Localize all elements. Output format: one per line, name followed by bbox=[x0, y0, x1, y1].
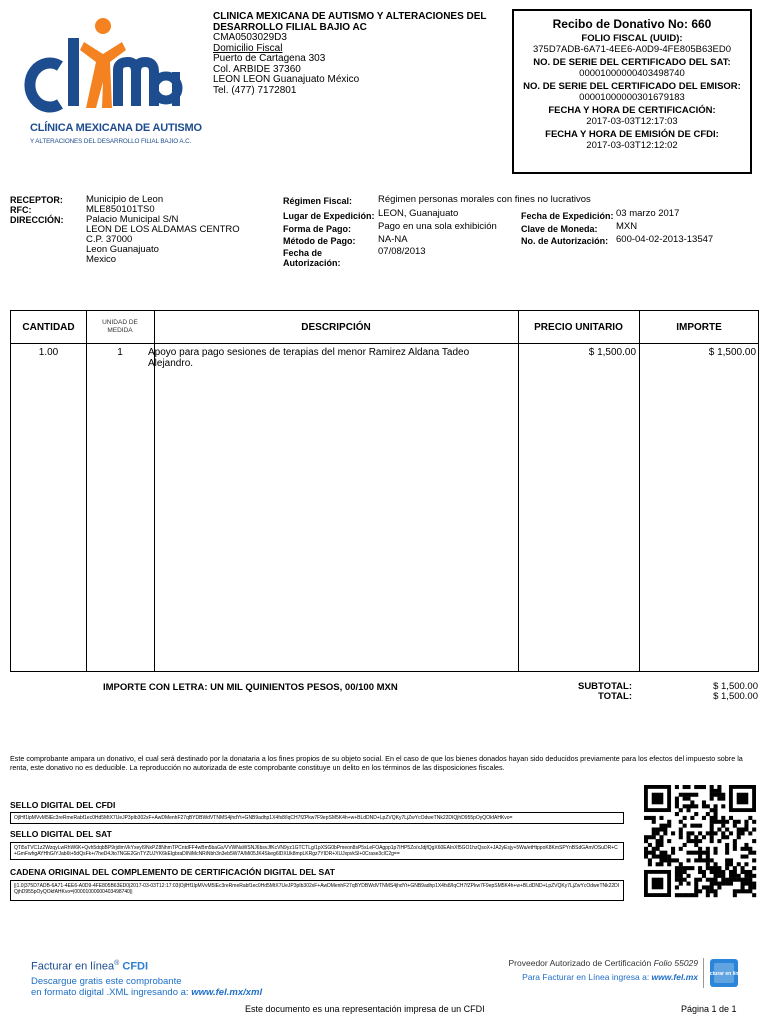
sello-sat-title: SELLO DIGITAL DEL SAT bbox=[10, 829, 112, 839]
fel-logo-text: Facturar en línea bbox=[703, 971, 745, 977]
moneda-label: Clave de Moneda: bbox=[521, 224, 598, 234]
receptor-dir5: Mexico bbox=[86, 254, 117, 265]
facturar-line bbox=[31, 960, 262, 973]
receptor-name: Municipio de Leon bbox=[86, 194, 164, 205]
col-cantidad bbox=[11, 311, 87, 671]
receptor-labels bbox=[10, 195, 64, 225]
folio-value: 375D7ADB-6A71-4EE6-A0D9-4FE805B63ED0 bbox=[532, 44, 732, 55]
qr-code bbox=[644, 785, 756, 899]
col-unidad bbox=[86, 311, 155, 671]
logo-subtitle: Y ALTERACIONES DEL DESARROLLO FILIAL BAJIO A.C. bbox=[30, 138, 192, 145]
issuer-domicilio-label: Domicilio Fiscal bbox=[213, 42, 283, 54]
fel-link[interactable]: www.fel.mx bbox=[651, 972, 698, 982]
logo-name: CLÍNICA MEXICANA DE AUTISMO bbox=[30, 122, 202, 134]
row-cantidad: 1.00 bbox=[38, 347, 59, 358]
para-line bbox=[460, 972, 698, 982]
issuer-phone: Tel. (477) 7172801 bbox=[213, 84, 297, 96]
sello-sat-value: QTi5sTVC1z2WzqyLwRhW6K+Qvh5dqbBP9rjdlmVkYxeyI9NxPZ8NhmTPCntdFF4wBm5baGs/VVWNaWSNJ6bsvJfKcVN9yz1GTCTLg/1pXSG0bPmeon8sP5sLeFOAgpp1p7IHP5Zo/xJdjfQgX60EAInXf5GO1hzQsoX+JA2yEsjy+5Wa/etHtppoK8KmSPYnBSdGAm/OSuDR+C+GmFwhgAYHhG/YJab6t+5dQsFk+/7heD4Jto7NGE2GnTYZUJYK6kEIgbraDINiMcNRiNbh3n3eb5W7A/Mi05JK4Skeg6lDXUk8mpLKRgz7YIDR+XUJxpvkSl+0Crase3clC2g== bbox=[10, 842, 624, 860]
proveedor-text: Proveedor Autorizado de Certificación bbox=[508, 958, 654, 968]
page-number: Página 1 de 1 bbox=[681, 1004, 737, 1014]
no-aut-label: No. de Autorización: bbox=[521, 236, 609, 246]
facturar-text: Facturar en línea bbox=[31, 960, 115, 973]
metodo-value: NA-NA bbox=[378, 234, 408, 245]
direccion-label: DIRECCIÓN: bbox=[10, 215, 64, 225]
footer-left bbox=[31, 960, 262, 998]
folio-prov: Folio 55029 bbox=[653, 958, 698, 968]
sello-cfdi-value: OjlHf1lpMVvM5lEc3reRmeRabf1ec0Hd5MtX7UeJP3pIb302xF+AwDMenhF27qBYDBWdVTNMS4jhdYt+GNB9adhp1X4fs8/IqCH7fZPkw7F9epSM5K4h+w+BLdDND+LpZVQKy7LjZwYcOdweTNk22DIQjhD955pOyQOkfAHKvo= bbox=[10, 812, 624, 824]
clima-logo bbox=[30, 16, 180, 156]
cadena-value: ||1.0|375D7ADB-6A71-4EE6-A0D9-4FE805B63ED0|2017-03-03T12:17:03|OjlHf1lpMVvM5lEc3reRmeRabf1ec0Hd5MtX7UeJP3pIb302xF+AwDMenhF27qBYDBWdVTNMS4jhdYt+GNB9adhp1X4fs8/IqCH7fZPkw7F9epSM5K4h+w+BLdDND+LpZVQKy7LjZwYcOdweTNk22DIQjhD955pOyQOkfAHKvo=|00001000000403498740|| bbox=[10, 880, 624, 901]
issuer-name: CLINICA MEXICANA DE AUTISMO Y ALTERACIONES DEL DESARROLLO FILIAL BAJIO AC bbox=[213, 11, 487, 33]
footer-right bbox=[460, 958, 698, 982]
fel-logo bbox=[703, 957, 745, 989]
proveedor-line bbox=[460, 958, 698, 968]
xml-link[interactable]: www.fel.mx/xml bbox=[191, 986, 263, 998]
header-cantidad: CANTIDAD bbox=[22, 321, 75, 333]
header-divider bbox=[11, 343, 758, 344]
sello-cfdi-title: SELLO DIGITAL DEL CFDI bbox=[10, 800, 116, 810]
fecha-aut-value: 07/08/2013 bbox=[378, 246, 426, 257]
descarga-line-2 bbox=[31, 987, 262, 998]
sat-cert-value: 00001000000403498740 bbox=[579, 68, 685, 79]
issuer-city: LEON LEON Guanajuato México bbox=[213, 74, 360, 85]
issuer-street: Puerto de Cartagena 303 bbox=[213, 53, 326, 64]
descarga-text-2: en formato digital .XML ingresando a: bbox=[31, 986, 192, 998]
issuer-rfc: CMA0503029D3 bbox=[213, 32, 287, 43]
lugar-label: Lugar de Expedición: bbox=[283, 211, 375, 221]
fecha-exp-label: Fecha de Expedición: bbox=[521, 211, 614, 221]
row-unidad: 1 bbox=[117, 347, 123, 358]
subtotal-label: SUBTOTAL: bbox=[577, 681, 632, 692]
emisor-cert-label: NO. DE SERIE DEL CERTIFICADO DEL EMISOR: bbox=[523, 81, 741, 92]
receptor-dir3: C.P. 37000 bbox=[86, 234, 133, 245]
header-importe: IMPORTE bbox=[676, 321, 722, 333]
receptor-dir4: Leon Guanajuato bbox=[86, 244, 159, 255]
qr-code-graphic bbox=[644, 785, 756, 899]
legal-text: Este comprobante ampara un donativo, el cual será destinado por la donataria a los fines propios de su objeto social. En el caso de que los bienes donados hayan sido deducidos previamente para los efectos del impuesto sobre la renta, este donativo no es deducible. La reproducción no autorizada de este comprobante constituye un delito en los términos de las disposiciones fiscales. bbox=[10, 754, 743, 772]
issuer-block bbox=[213, 12, 503, 96]
para-text: Para Facturar en Línea ingresa a: bbox=[522, 972, 652, 982]
descarga-line-1: Descargue gratis este comprobante bbox=[31, 975, 182, 987]
importe-letra-label: IMPORTE CON LETRA: bbox=[103, 682, 208, 693]
representacion-text: Este documento es una representación impresa de un CFDI bbox=[245, 1004, 485, 1014]
rfc-label: RFC: bbox=[10, 205, 32, 215]
issuer-colonia: Col. ARBIDE 37360 bbox=[213, 63, 301, 75]
metodo-label: Método de Pago: bbox=[283, 236, 356, 246]
cfdi-text: CFDI bbox=[122, 960, 149, 973]
moneda-value: MXN bbox=[616, 221, 638, 232]
row-descripcion: Apoyo para pago sesiones de terapias del menor Ramirez Aldana Tadeo Alejandro. bbox=[148, 347, 470, 369]
emit-date-value: 2017-03-03T12:12:02 bbox=[586, 140, 678, 151]
items-table bbox=[10, 310, 759, 672]
lugar-value: LEON, Guanajuato bbox=[378, 208, 459, 219]
col-precio bbox=[518, 311, 640, 671]
sat-cert-label: NO. DE SERIE DEL CERTIFICADO DEL SAT: bbox=[533, 57, 731, 68]
no-aut-value: 600-04-02-2013-13547 bbox=[616, 234, 714, 245]
row-precio: $ 1,500.00 bbox=[588, 347, 636, 358]
header-precio: PRECIO UNITARIO bbox=[534, 321, 623, 333]
totals-labels bbox=[560, 682, 632, 702]
forma-value: Pago en una sola exhibición bbox=[378, 221, 497, 232]
regimen-label: Régimen Fiscal: bbox=[283, 196, 353, 206]
folio-label: FOLIO FISCAL (UUID): bbox=[581, 33, 683, 44]
fecha-exp-value: 03 marzo 2017 bbox=[616, 208, 680, 219]
cadena-title: CADENA ORIGINAL DEL COMPLEMENTO DE CERTIFICACIÓN DIGITAL DEL SAT bbox=[10, 867, 335, 877]
regimen-value: Régimen personas morales con fines no lucrativos bbox=[378, 194, 591, 205]
receptor-dir1: Palacio Municipal S/N bbox=[86, 214, 179, 225]
fecha-aut-label-2: Autorización: bbox=[283, 258, 341, 268]
header-unidad-1: UNIDAD DE bbox=[102, 319, 138, 326]
receipt-box bbox=[512, 9, 752, 174]
emisor-cert-value: 00001000000301679183 bbox=[579, 92, 685, 103]
header-descripcion: DESCRIPCIÓN bbox=[301, 321, 371, 333]
subtotal-value: $ 1,500.00 bbox=[713, 681, 758, 692]
reg-mark: ® bbox=[114, 960, 120, 967]
cert-date-label: FECHA Y HORA DE CERTIFICACIÓN: bbox=[548, 105, 716, 116]
row-importe: $ 1,500.00 bbox=[708, 347, 756, 358]
total-value: $ 1,500.00 bbox=[713, 691, 758, 702]
total-label: TOTAL: bbox=[598, 691, 632, 702]
clima-logo-graphic bbox=[30, 16, 180, 121]
fecha-aut-label-1: Fecha de bbox=[283, 248, 323, 258]
importe-letra bbox=[103, 682, 398, 693]
fel-logo-graphic bbox=[703, 957, 745, 989]
receipt-title: Recibo de Donativo No: 660 bbox=[552, 17, 712, 31]
receptor-dir2: LEON DE LOS ALDAMAS CENTRO bbox=[86, 224, 240, 235]
receptor-rfc: MLE850101TS0 bbox=[86, 204, 155, 215]
importe-letra-value: UN MIL QUINIENTOS PESOS, 00/100 MXN bbox=[210, 682, 398, 693]
forma-label: Forma de Pago: bbox=[283, 224, 352, 234]
header-unidad bbox=[86, 311, 154, 343]
header-unidad-2: MEDIDA bbox=[107, 327, 133, 334]
emit-date-label: FECHA Y HORA DE EMISIÓN DE CFDI: bbox=[545, 129, 719, 140]
receptor-label: RECEPTOR: bbox=[10, 195, 63, 205]
cert-date-value: 2017-03-03T12:17:03 bbox=[586, 116, 678, 127]
receptor-values bbox=[86, 195, 240, 265]
totals-values bbox=[680, 682, 758, 702]
